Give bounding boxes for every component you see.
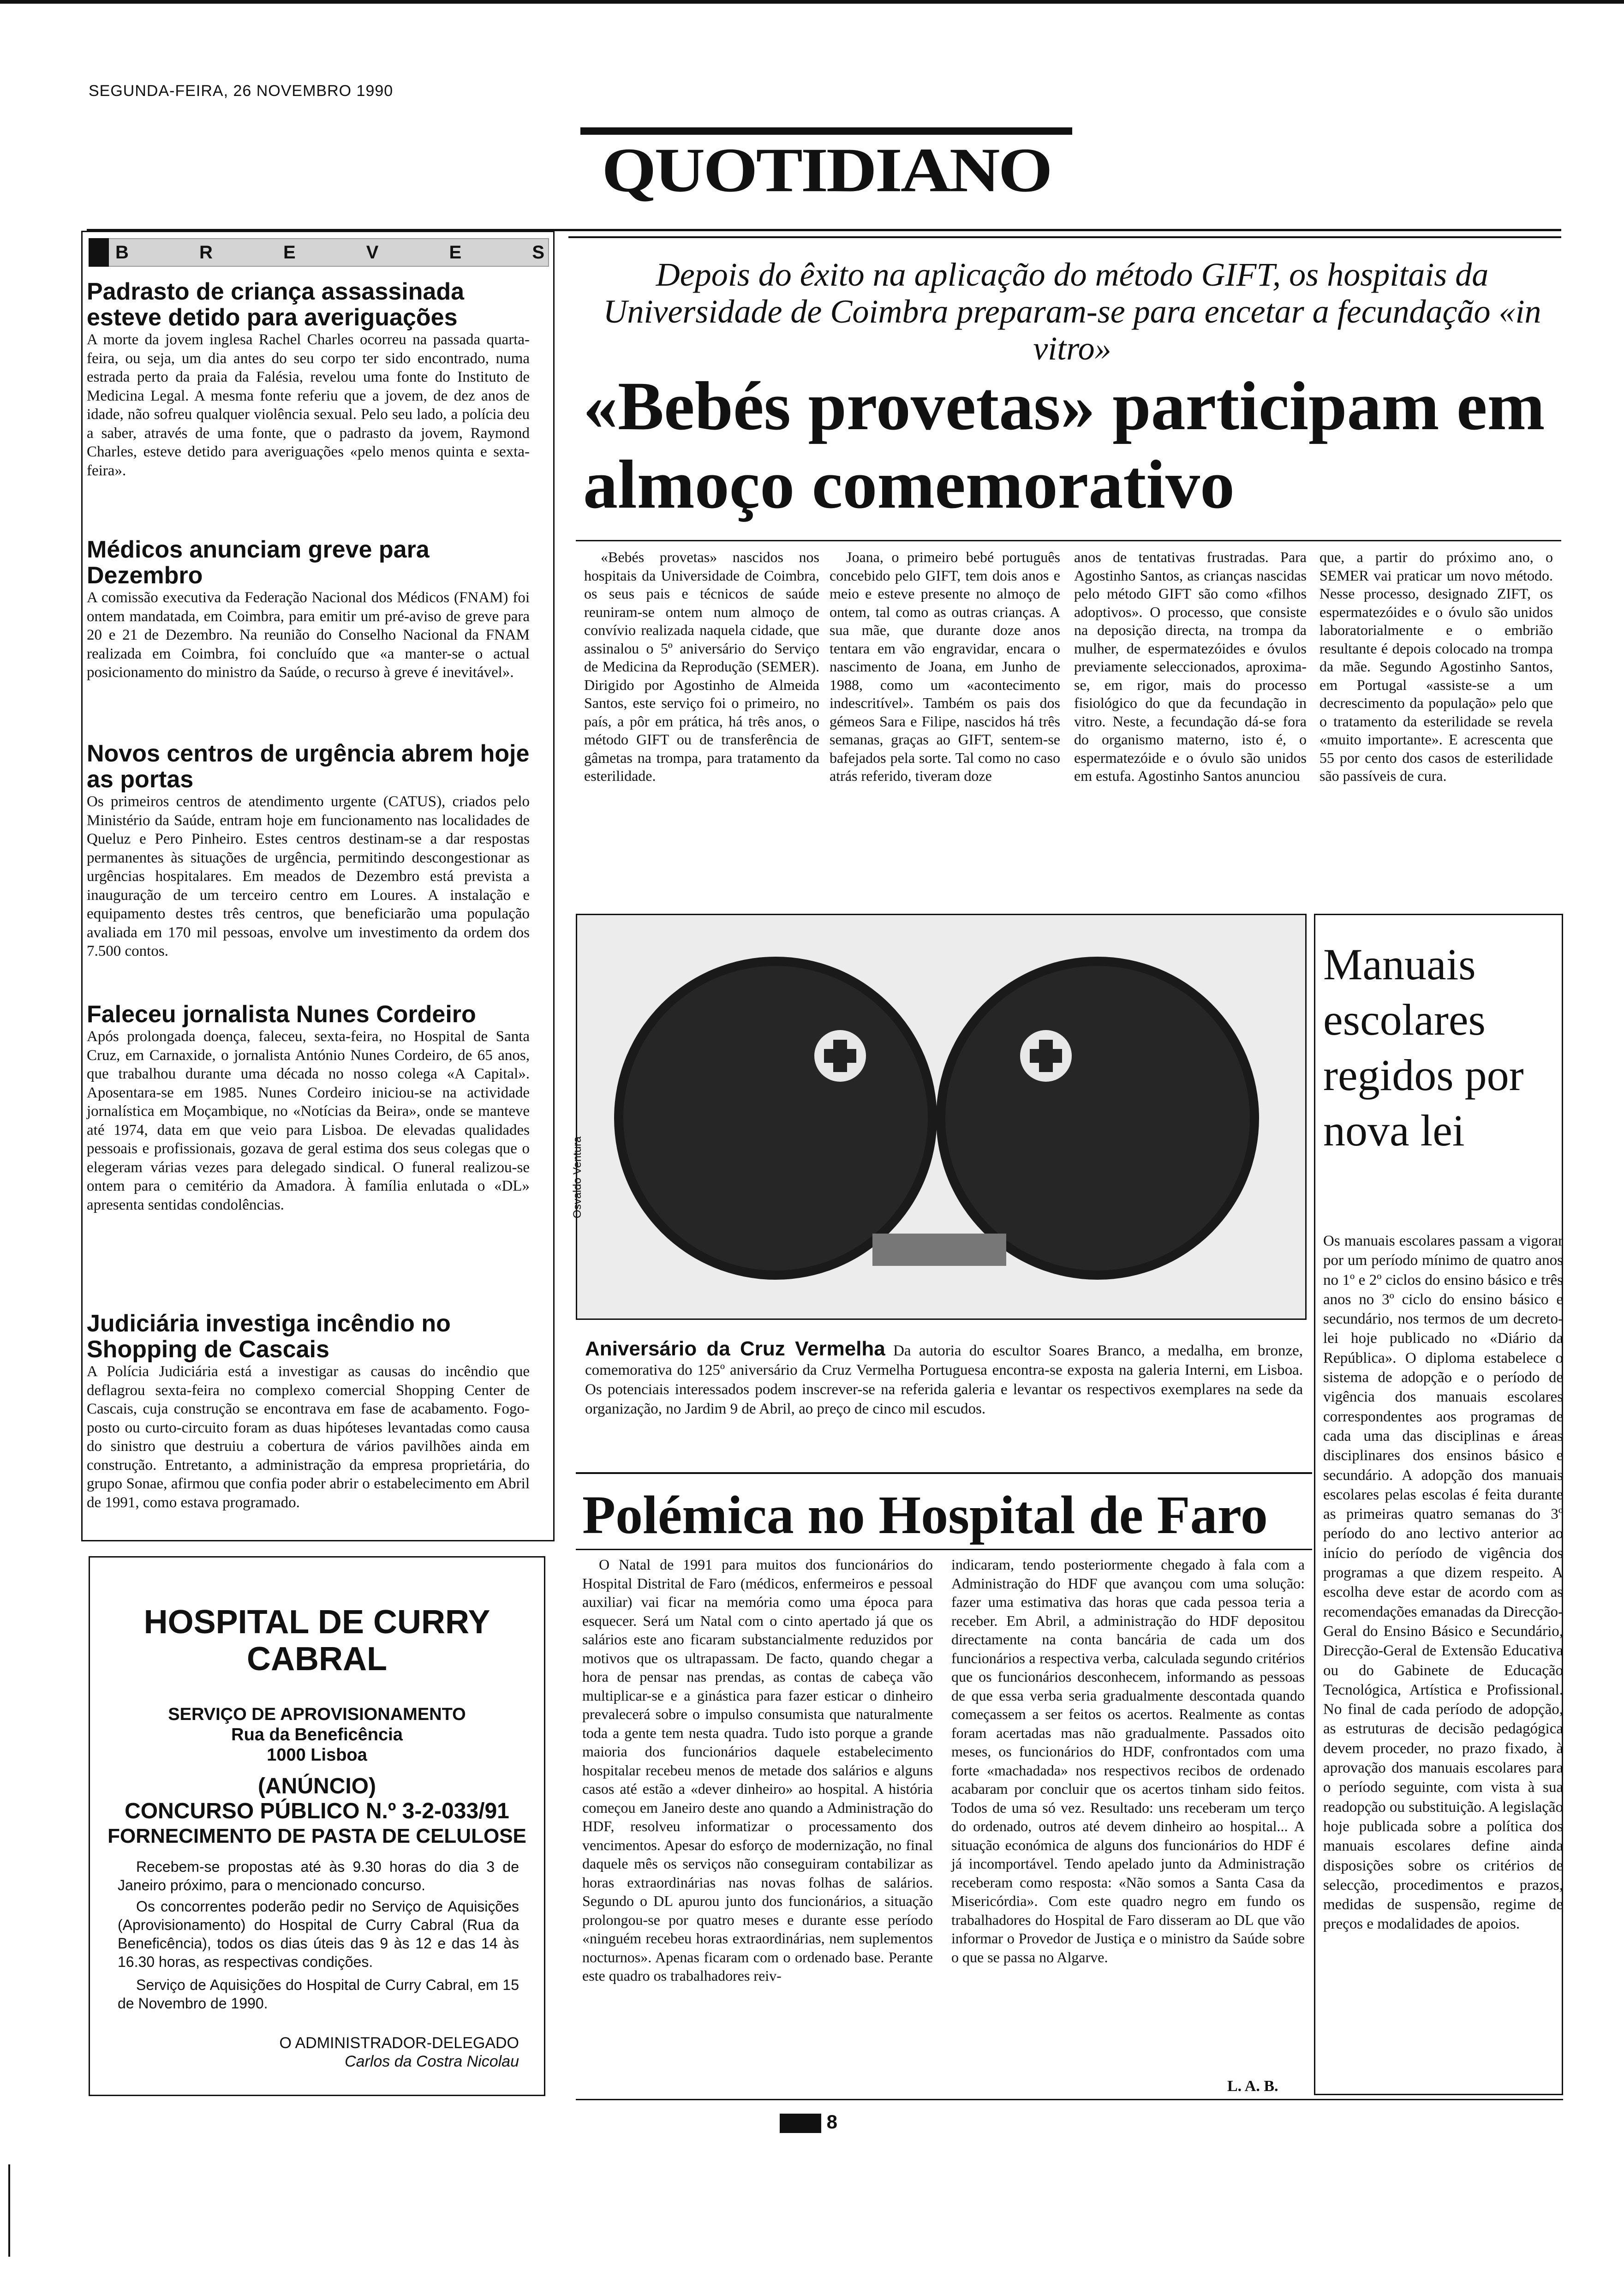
breves-letter: E <box>449 242 462 263</box>
ad-fornecimento: FORNECIMENTO DE PASTA DE CELULOSE <box>107 1825 526 1847</box>
ad-city: 1000 Lisboa <box>267 1745 367 1765</box>
medal-photo <box>576 914 1307 1320</box>
breves-letter: S <box>532 242 544 263</box>
ad-concurso: CONCURSO PÚBLICO N.º 3-2-033/91 <box>125 1799 509 1823</box>
brief-item <box>87 279 530 480</box>
brief-headline: Padrasto de criança assassinada esteve detido para averiguações <box>87 278 465 331</box>
brief-body: A morte da jovem inglesa Rachel Charles ocorreu na passada quarta-feira, ou seja, um dia antes do seu corpo ter sido encontrado, numa estrada perto da praia da Falésia, revelou uma fonte do Instituto de Medicina Legal. A mesma fonte referiu que a jovem, de dez anos de idade, não sofreu qualquer violência sexual. Pelo seu lado, a polícia deu a saber, através de uma fonte, que o padrasto da jovem, Raymond Charles, esteve detido para averiguações «pelo menos quinta e sexta-feira». <box>87 331 530 479</box>
hospital-ad <box>89 1556 545 2096</box>
manuais-body: Os manuais escolares passam a vigorar por um período mínimo de quatro anos no 1º e 2º ciclos do ensino básico e três anos no 3º ciclo do ensino básico e secundário, nos termos de um decreto-lei hoje publicado no «Diário da República». O diploma estabelece o sistema de adopção e o período de vigência dos manuais escolares correspondentes aos programas de cada uma das disciplinas e áreas disciplinares dos ensinos básico e secundário. A adopção dos manuais escolares pelas escolas é feita durante as primeiras quatro semanas do 3º período do ano lectivo anterior ao início do período de vigência dos programas a que dizem respeito. A escolha deve estar de acordo com as recomendações emanadas da Direcção-Geral do Ensino Básico e Secundário, Direcção-Geral de Extensão Educativa ou do Gabinete de Educação Tecnológica, Artística e Profissional. No final de cada período de adopção, as estruturas de decisão pedagógica devem proceder, no prazo fixado, à aprovação dos manuais escolares para o período seguinte, com vista à sua readopção ou substituição. A legislação hoje publicada sobre a política dos manuais escolares define ainda disposições sobre os critérios de selecção, procedimentos e prazos, medidas de suspensão, regime de preços e modalidades de apoios. <box>1323 1233 1563 1933</box>
top-border <box>0 0 1624 4</box>
faro-column-1: O Natal de 1991 para muitos dos funcionários do Hospital Distrital de Faro (médicos, enfermeiros e pessoal auxiliar) vai ficar na memória como uma época para esquecer. Será um Natal com o cinto apertado já que os salários este ano ficaram substancialmente reduzidos por motivos que os ultrapassam. De facto, quando chegar a hora de pensar nas prendas, as contas de cabeça vão multiplicar-se e a ginástica para fazer esticar o dinheiro prevalecerá sobre o impulso consumista que naturalmente toda a gente tem nesta quadra. Tudo isto porque a grande maioria dos funcionários daquele estabelecimento hospitalar recebeu menos de metade dos salários e alguns casos até estão a «dever dinheiro» ao hospital. A história começou em Janeiro deste ano quando a Administração do HDF, resolveu informatizar o processamento dos vencimentos. Apesar do esforço de modernização, no final daquele mês os serviços não conseguiram contabilizar as horas extraordinárias nas novas folhas de salários. Segundo o DL apurou junto dos funcionários, a situação prolongou-se por quatro meses e durante esse período «ninguém recebeu horas extraordinárias, nem suplementos nocturnos». Apenas ficaram com o ordenado base. Perante este quadro os trabalhadores reiv- <box>582 1556 933 1984</box>
main-story-rule <box>576 540 1561 541</box>
ad-title-line1: HOSPITAL DE CURRY <box>143 1604 490 1641</box>
brief-item <box>87 741 530 961</box>
ad-signer-title: O ADMINISTRADOR-DELEGADO <box>279 2034 519 2052</box>
breves-letter: V <box>366 242 379 263</box>
brief-headline: Judiciária investiga incêndio no Shopping de Cascais <box>87 1310 451 1363</box>
main-story-kicker: Depois do êxito na aplicação do método GIFT, os hospitais da Universidade de Coimbra preparam-se para encetar a fecundação «in vitro» <box>603 256 1541 367</box>
main-story-top-rule <box>568 236 1561 238</box>
brief-headline: Faleceu jornalista Nunes Cordeiro <box>87 1001 476 1028</box>
breves-letter: R <box>199 242 213 263</box>
faro-signature: L. A. B. <box>1227 2078 1278 2095</box>
brief-body: A comissão executiva da Federação Nacional dos Médicos (FNAM) foi ontem mandatada, em Coimbra, para emitir um pré-aviso de greve para 20 e 21 de Dezembro. Na reunião do Conselho Nacional da FNAM realizada em Coimbra, foi concluído que «a manter-se o actual posicionamento do ministro da Saúde, o recurso à greve é inevitável». <box>87 589 530 681</box>
faro-column-2: indicaram, tendo posteriormente chegado à fala com a Administração do HDF que avançou com uma solução: fazer uma estimativa das horas que cada pessoa teria a receber. Em Abril, a administração do HDF depositou directamente na conta bancária de cada um dos funcionários a respectiva verba, calculada segundo critérios que os funcionários desconhecem, informando as pessoas de que essa verba seria gradualmente descontada quando começassem a ser feitos os acertos. Realmente as contas foram acertadas mas não gradualmente. Passados oito meses, os funcionários do HDF, confrontados com uma forte «machadada» nos respectivos recibos de ordenado acabaram por concluir que os acertos tinham sido feitos. Todos de uma só vez. Resultado: uns receberam um terço do ordenado, outros até devem dinheiro ao hospital... A situação económica de alguns dos funcionários do HDF é já incomportável. Tendo apelado junto da Administração receberam como resposta: «Não somos a Santa Casa da Misericórdia». Com este quadro negro em fundo os trabalhadores do Hospital de Faro disseram ao DL que vão informar o Provedor de Justiça e o ministro da Saúde sobre o que se passa no Algarve. <box>951 1556 1305 1965</box>
section-title: QUOTIDIANO <box>602 135 1051 205</box>
breves-letter: B <box>115 242 129 263</box>
ad-service: SERVIÇO DE APROVISIONAMENTO <box>168 1705 466 1724</box>
brief-body: Os primeiros centros de atendimento urgente (CATUS), criados pelo Ministério da Saúde, entram hoje em funcionamento nas localidades de Queluz e Pero Pinheiro. Estes centros destinam-se a dar respostas permanentes às situações de urgência, permitindo descongestionar as urgências hospitalares. Em meados de Dezembro está prevista a inauguração de um terceiro centro em Loures. A instalação e equipamento destes três centros, que beneficiarão uma população avaliada em 170 mil pessoas, envolve um investimento da ordem dos 7.500 contos. <box>87 793 530 959</box>
brief-headline: Novos centros de urgência abrem hoje as portas <box>87 740 530 793</box>
manuais-headline: Manuais escolares regidos por nova lei <box>1323 940 1524 1155</box>
brief-item <box>87 1311 530 1512</box>
main-story-headline: «Bebés provetas» participam em almoço comemorativo <box>583 368 1545 523</box>
page-number: 8 <box>826 2111 838 2133</box>
edition-date: SEGUNDA-FEIRA, 26 NOVEMBRO 1990 <box>89 82 394 100</box>
main-story-column-4: que, a partir do próximo ano, o SEMER vai praticar um novo método. Nesse processo, designado ZIFT, os espermatezóides e o óvulo são unidos laboratorialmente e o embrião resultante é depois colocado na trompa da mãe. Segundo Agostinho Santos, em Portugal «assiste-se a um decrescimento da população» pelo que o tratamento da esterilidade se revela «muito importante». E acrescenta que 55 por cento dos casos de esterilidade são passíveis de cura. <box>1320 549 1553 784</box>
page-footer <box>780 2111 837 2133</box>
section-rule <box>580 127 1072 135</box>
photo-caption <box>585 1339 1303 1419</box>
brief-body: Após prolongada doença, faleceu, sexta-feira, no Hospital de Santa Cruz, em Carnaxide, o jornalista António Nunes Cordeiro, de 65 anos, que trabalhou durante uma década no nosso colega «A Capital». Aposentara-se em 1985. Nunes Cordeiro iniciou-se na actividade jornalística em Moçambique, no «Notícias da Beira», onde se manteve até 1974, data em que veio para Lisboa. De elevadas qualidades pessoais e profissionais, gozava de geral estima dos seus colegas que o elegeram várias vezes para delegado sindical. O funeral realizou-se ontem para o cemitério da Amadora. À família enlutada o «DL» apresenta sentidas condolências. <box>87 1028 530 1213</box>
faro-headline-rule <box>576 1549 1312 1550</box>
caption-title: Aniversário da Cruz Vermelha <box>585 1337 885 1360</box>
brief-item <box>87 1001 530 1214</box>
medal-plaque <box>872 1234 1006 1266</box>
breves-square <box>89 238 109 267</box>
ad-paragraph: Os concorrentes poderão pedir no Serviço de Aquisições (Aprovisionamento) do Hospital de Curry Cabral (Rua da Beneficência), todos os dias úteis das 9 às 12 e das 14 às 16.30 horas, as respectivas condições. <box>118 1898 519 1970</box>
caption-text: Da autoria do escultor Soares Branco, a medalha, em bronze, comemorativa do 125º aniversário da Cruz Vermelha Portuguesa encontra-se exposta na galeria Interni, em Lisboa. Os potenciais interessados podem inscrever-se na referida galeria e levantar os respectivos exemplares na sede da organização, no Jardim 9 de Abril, ao preço de cinco mil escudos. <box>585 1342 1303 1417</box>
main-story-column-1: «Bebés provetas» nascidos nos hospitais da Universidade de Coimbra, os seus pais e técnicos de saúde reuniram-se ontem num almoço de convívio realizada naquela cidade, que assinalou o 5º aniversário do Serviço de Medicina da Reprodução (SEMER). Dirigido por Agostinho de Almeida Santos, este serviço foi o primeiro, no país, a pôr em prática, há três anos, o método GIFT ou de transferência de gâmetas na trompa, para tratamento da esterilidade. <box>584 549 819 784</box>
main-story-column-2: Joana, o primeiro bebé português concebido pelo GIFT, tem dois anos e meio e esteve presente no almoço de ontem, tal como as outras crianças. A sua mãe, que durante doze anos tentara em vão engravidar, encara o nascimento de Joana, em Junho de 1988, como um «acontecimento indescritível». Também os pais dos gémeos Sara e Filipe, nascidos há três semanas, graças ao GIFT, sentem-se bafejados pela sorte. Tal como no caso atrás referido, tiveram doze <box>830 549 1060 784</box>
ad-title-line2: CABRAL <box>247 1641 387 1678</box>
bottom-rule <box>576 2099 1563 2100</box>
breves-title <box>115 239 544 266</box>
brief-item <box>87 537 530 682</box>
ad-paragraph: Serviço de Aquisições do Hospital de Curry Cabral, em 15 de Novembro de 1990. <box>118 1977 519 2012</box>
brief-body: A Polícia Judiciária está a investigar as causas do incêndio que deflagrou sexta-feira no complexo comercial Shopping Center de Cascais, cuja construção se encontrava em fase de acabamento. Fogo-posto ou curto-circuito foram as duas hipóteses levantadas como causa do sinistro que destruiu a cobertura de vários pavilhões ainda em construção. Entretanto, a administração da empresa proprietária, do grupo Sonae, afirmou que confia poder abrir o estabelecimento em Abril de 1991, como estava programado. <box>87 1363 530 1511</box>
main-story-column-3: anos de tentativas frustradas. Para Agostinho Santos, as crianças nascidas pelo método GIFT são como «filhos adoptivos». O processo, que consiste na deposição directa, na trompa da mulher, de espermatezóides e óvulos previamente seleccionados, aproxima-se, em rigor, mais do processo fisiológico do que da fecundação in vitro. Neste, a fecundação dá-se fora do organismo materno, isto é, o espermatezóide e o óvulo são unidos em estufa. Agostinho Santos anunciou <box>1074 549 1307 784</box>
ad-paragraph: Recebem-se propostas até às 9.30 horas do dia 3 de Janeiro próximo, para o mencionado concurso. <box>118 1858 519 1894</box>
brief-headline: Médicos anunciam greve para Dezembro <box>87 536 430 589</box>
dl-logo-icon <box>780 2114 821 2133</box>
medal-photo-image <box>577 915 1307 1320</box>
faro-headline: Polémica no Hospital de Faro <box>582 1485 1268 1545</box>
ad-signer-name: Carlos da Costra Nicolau <box>345 2053 519 2070</box>
breves-letter: E <box>283 242 296 263</box>
photo-credit: Osvaldo Ventura <box>571 1136 584 1218</box>
ad-street: Rua da Beneficência <box>231 1725 403 1744</box>
margin-mark <box>8 2164 10 2257</box>
faro-top-rule <box>576 1472 1312 1474</box>
ad-anuncio: (ANÚNCIO) <box>258 1774 376 1798</box>
